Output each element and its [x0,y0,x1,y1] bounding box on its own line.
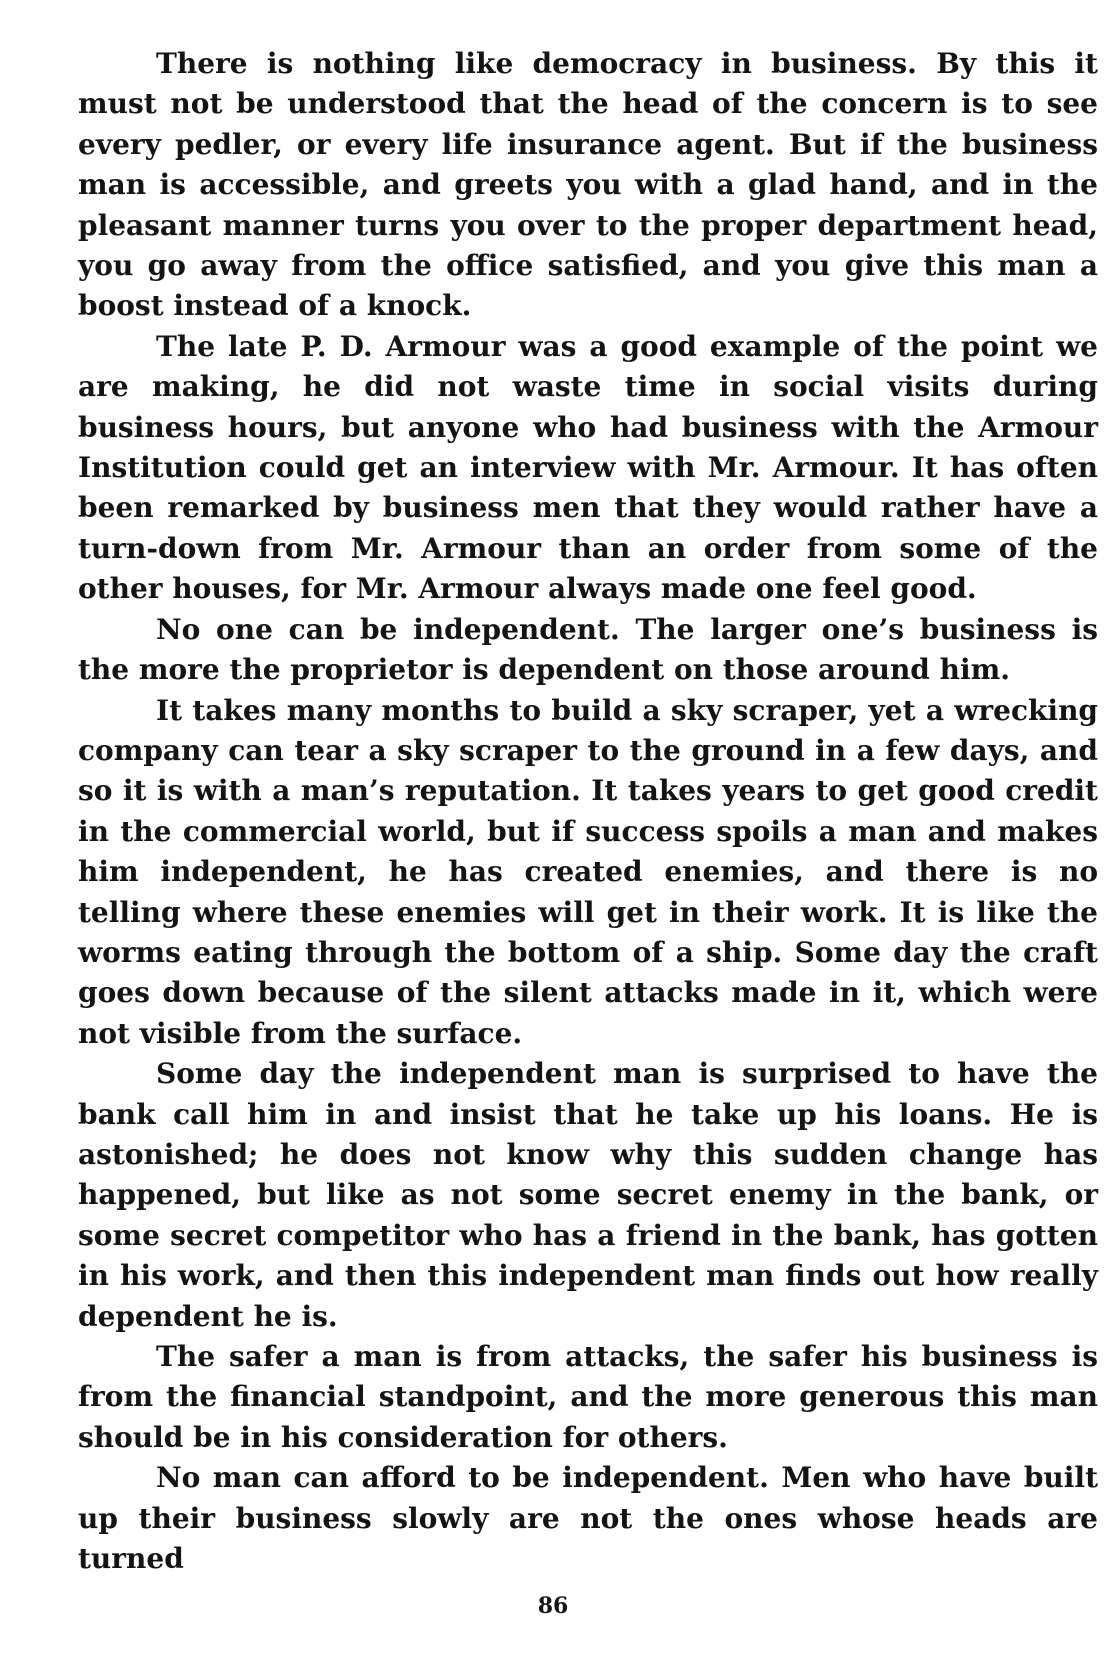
paragraph-independence: No one can be independent. The larger one’s business is the more the proprietor is dependent on those around him. [78,612,1098,687]
paragraph-no-man: No man can afford to be independent. Men who have built up their business slowly are not the ones whose heads are turned [78,1461,1098,1576]
page-number: 86 [537,1593,569,1619]
paragraph-safer: The safer a man is from attacks, the safer his business is from the financial standpoint, and the more generous this man should be in his consideration for others. [78,1340,1098,1454]
paragraph-armour: The late P. D. Armour was a good example of the point we are making, he did not waste time in social visits during business hours, but anyone who had business with the Armour Institution could get an interview with Mr. Armour. It has often been remarked by business men that they would rather have a turn-down from Mr. Armour than an order from some of the other houses, for Mr. Armour always made one feel good. [78,329,1098,606]
paragraph-democracy: There is nothing like democracy in business. By this it must not be understood that the head of the concern is to see every pedler, or every life insurance agent. But if the business man is accessible, and greets you with a glad hand, and in the pleasant manner turns you over to the proper department head, you go away from the office satisfied, and you give this man a boost instead of a knock. [78,47,1098,323]
paragraph-sky-scraper: It takes many months to build a sky scraper, yet a wrecking company can tear a sky scraper to the ground in a few days, and so it is with a man’s reputation. It takes years to get good credit in the commercial world, but if success spoils a man and makes him independent, he has created enemies, and there is no telling where these enemies will get in their work. It is like the worms eating through the bottom of a ship. Some day the craft goes down because of the silent attacks made in it, which were not visible from the surface. [78,693,1098,1050]
paragraph-bank: Some day the independent man is surprised to have the bank call him in and insist that he take up his loans. He is astonished; he does not know why this sudden change has happened, but like as not some secret enemy in the bank, or some secret competitor who has a friend in the bank, has gotten in his work, and then this independent man finds out how really dependent he is. [78,1057,1098,1333]
page-body [78,44,1098,1579]
